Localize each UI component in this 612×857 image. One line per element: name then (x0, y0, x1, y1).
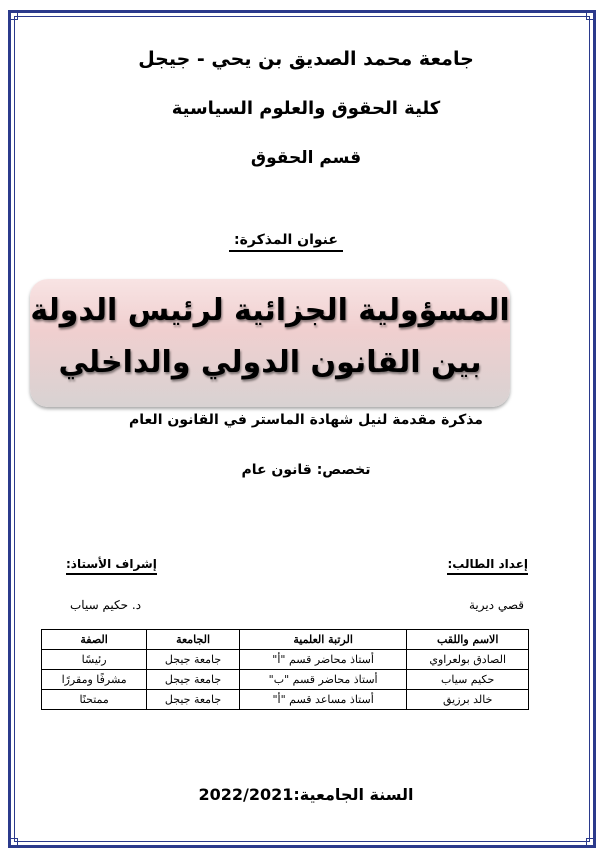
student-name: قصي ديرية (468, 598, 524, 612)
faculty-name: كلية الحقوق والعلوم السياسية (171, 98, 441, 119)
jury-cell-role: ممتحنًا (42, 690, 147, 710)
memo-title-label: عنوان المذكرة: (229, 232, 343, 252)
border-corner (586, 10, 596, 20)
memo-title-box (30, 279, 510, 407)
jury-header-university: الجامعة (147, 630, 240, 650)
table-row (42, 690, 529, 710)
table-row (42, 650, 529, 670)
jury-cell-rank: أستاذ مساعد قسم "أ" (239, 690, 406, 710)
border-corner (8, 838, 18, 848)
border-corner (8, 10, 18, 20)
supervisor-name: د. حكيم سياب (70, 598, 142, 612)
memo-title-line1: المسؤولية الجزائية لرئيس الدولة (30, 293, 510, 328)
border-corner (586, 838, 596, 848)
jury-header-name: الاسم واللقب (407, 630, 529, 650)
jury-cell-name: خالد برزيق (407, 690, 529, 710)
memo-subtitle: مذكرة مقدمة لنيل شهادة الماستر في القانون العام (129, 412, 483, 428)
page-border-inner (14, 16, 590, 842)
jury-table (41, 629, 529, 710)
jury-cell-name: الصادق بولعراوي (407, 650, 529, 670)
jury-header-row (42, 630, 529, 650)
department-name: قسم الحقوق (250, 148, 362, 168)
academic-year: السنة الجامعية:2022/2021 (198, 785, 414, 804)
jury-cell-university: جامعة جيجل (147, 670, 240, 690)
specialty: تخصص: قانون عام (241, 462, 371, 478)
jury-cell-role: رئيسًا (42, 650, 147, 670)
jury-cell-university: جامعة جيجل (147, 690, 240, 710)
jury-cell-role: مشرفًا ومقررًا (42, 670, 147, 690)
supervised-by-label: إشراف الأستاذ: (66, 557, 157, 575)
prepared-by-label: إعداد الطالب: (447, 557, 528, 575)
jury-cell-rank: أستاذ محاضر قسم "ب" (239, 670, 406, 690)
jury-cell-name: حكيم سياب (407, 670, 529, 690)
jury-header-role: الصفة (42, 630, 147, 650)
table-row (42, 670, 529, 690)
jury-header-rank: الرتبة العلمية (239, 630, 406, 650)
jury-cell-rank: أستاذ محاضر قسم "أ" (239, 650, 406, 670)
jury-cell-university: جامعة جيجل (147, 650, 240, 670)
memo-title-line2: بين القانون الدولي والداخلي (58, 345, 482, 380)
university-name: جامعة محمد الصديق بن يحي - جيجل (138, 48, 474, 70)
